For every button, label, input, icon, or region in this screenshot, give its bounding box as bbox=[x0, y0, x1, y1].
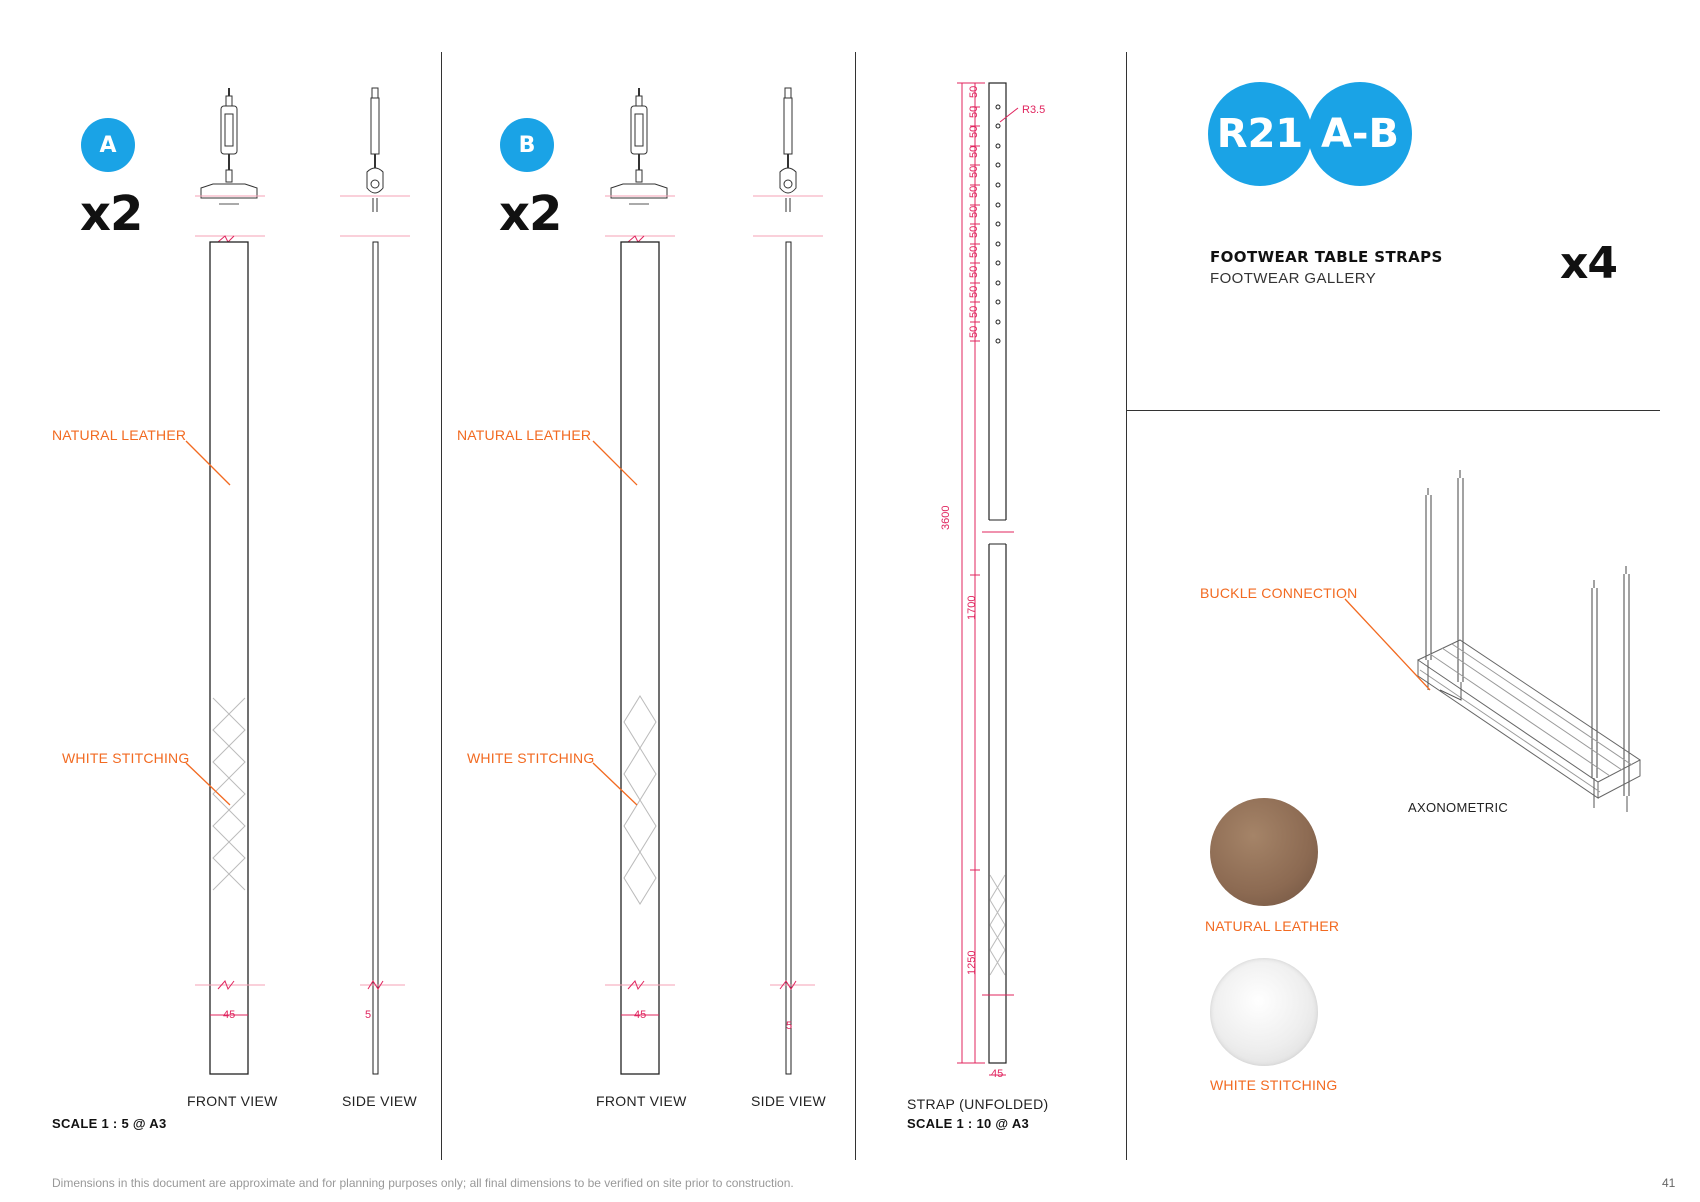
leather-swatch bbox=[1210, 798, 1318, 906]
a-dim-side: 5 bbox=[365, 1009, 372, 1021]
total-qty: x4 bbox=[1560, 238, 1617, 289]
buckle-callout: BUCKLE CONNECTION bbox=[1200, 585, 1358, 601]
strap-dim-low: 1250 bbox=[966, 950, 978, 975]
title-sub: FOOTWEAR GALLERY bbox=[1210, 270, 1377, 287]
hole-spacing-label: 50 bbox=[968, 145, 980, 158]
hole-spacing-label: 50 bbox=[968, 185, 980, 198]
section-a-badge bbox=[81, 118, 135, 172]
leather-swatch-label: NATURAL LEATHER bbox=[1205, 918, 1340, 934]
strap-dim-total: 3600 bbox=[940, 505, 952, 530]
hole-spacing-label: 50 bbox=[968, 265, 980, 278]
section-b-badge bbox=[500, 118, 554, 172]
stitching-swatch bbox=[1210, 958, 1318, 1066]
hole-spacing-label: 50 bbox=[968, 325, 980, 338]
hole-spacing-label: 50 bbox=[968, 205, 980, 218]
b-callout-leather: NATURAL LEATHER bbox=[457, 427, 592, 443]
strap-label: STRAP (UNFOLDED) bbox=[907, 1096, 1049, 1112]
hole-spacing-label: 50 bbox=[968, 165, 980, 178]
hole-spacing-label: 50 bbox=[968, 85, 980, 98]
axonometric-label: AXONOMETRIC bbox=[1408, 800, 1509, 815]
b-front-label: FRONT VIEW bbox=[596, 1093, 687, 1109]
a-scale: SCALE 1 : 5 @ A3 bbox=[52, 1116, 167, 1131]
buckle-leader bbox=[1345, 599, 1430, 690]
a-callout-leather: NATURAL LEATHER bbox=[52, 427, 187, 443]
b-callout-stitching: WHITE STITCHING bbox=[467, 750, 595, 766]
code-badge-right bbox=[1308, 82, 1412, 186]
code-badge-left bbox=[1208, 82, 1312, 186]
strap-unfolded bbox=[957, 83, 1018, 1075]
footer-note: Dimensions in this document are approximate and for planning purposes only; all final dimensions to be verified on site prior to construction. bbox=[52, 1176, 794, 1190]
section-a-badge-label: A bbox=[99, 132, 117, 158]
hole-spacing-label: 50 bbox=[968, 105, 980, 118]
a-side-label: SIDE VIEW bbox=[342, 1093, 418, 1109]
hole-spacing-label: 50 bbox=[968, 225, 980, 238]
page-number: 41 bbox=[1662, 1176, 1676, 1190]
a-callout-stitching: WHITE STITCHING bbox=[62, 750, 190, 766]
b-front-view bbox=[605, 88, 675, 1074]
hole-spacing-label: 50 bbox=[968, 285, 980, 298]
strap-dim-width: 45 bbox=[991, 1068, 1004, 1080]
axonometric-table bbox=[1418, 470, 1640, 812]
b-dim-front: 45 bbox=[634, 1009, 647, 1021]
code-badge-right-label: A-B bbox=[1320, 111, 1400, 157]
a-side-view bbox=[340, 88, 410, 1074]
strap-scale: SCALE 1 : 10 @ A3 bbox=[907, 1116, 1030, 1131]
hole-spacing-label: 50 bbox=[968, 245, 980, 258]
hole-spacing-label: 50 bbox=[968, 125, 980, 138]
a-front-label: FRONT VIEW bbox=[187, 1093, 278, 1109]
strap-dim-radius: R3.5 bbox=[1022, 104, 1046, 116]
hole-spacing-label: 50 bbox=[968, 305, 980, 318]
stitching-swatch-label: WHITE STITCHING bbox=[1210, 1077, 1338, 1093]
strap-dim-mid: 1700 bbox=[966, 595, 978, 620]
section-a-qty: x2 bbox=[80, 186, 143, 242]
section-b-qty: x2 bbox=[499, 186, 562, 242]
b-side-label: SIDE VIEW bbox=[751, 1093, 827, 1109]
title-main: FOOTWEAR TABLE STRAPS bbox=[1210, 248, 1443, 266]
b-side-view bbox=[753, 88, 823, 1074]
a-front-view bbox=[195, 88, 265, 1074]
section-b-badge-label: B bbox=[518, 132, 536, 158]
a-dim-front: 45 bbox=[223, 1009, 236, 1021]
b-dim-side: 5 bbox=[786, 1020, 793, 1032]
code-badge-left-label: R21 bbox=[1216, 111, 1304, 157]
